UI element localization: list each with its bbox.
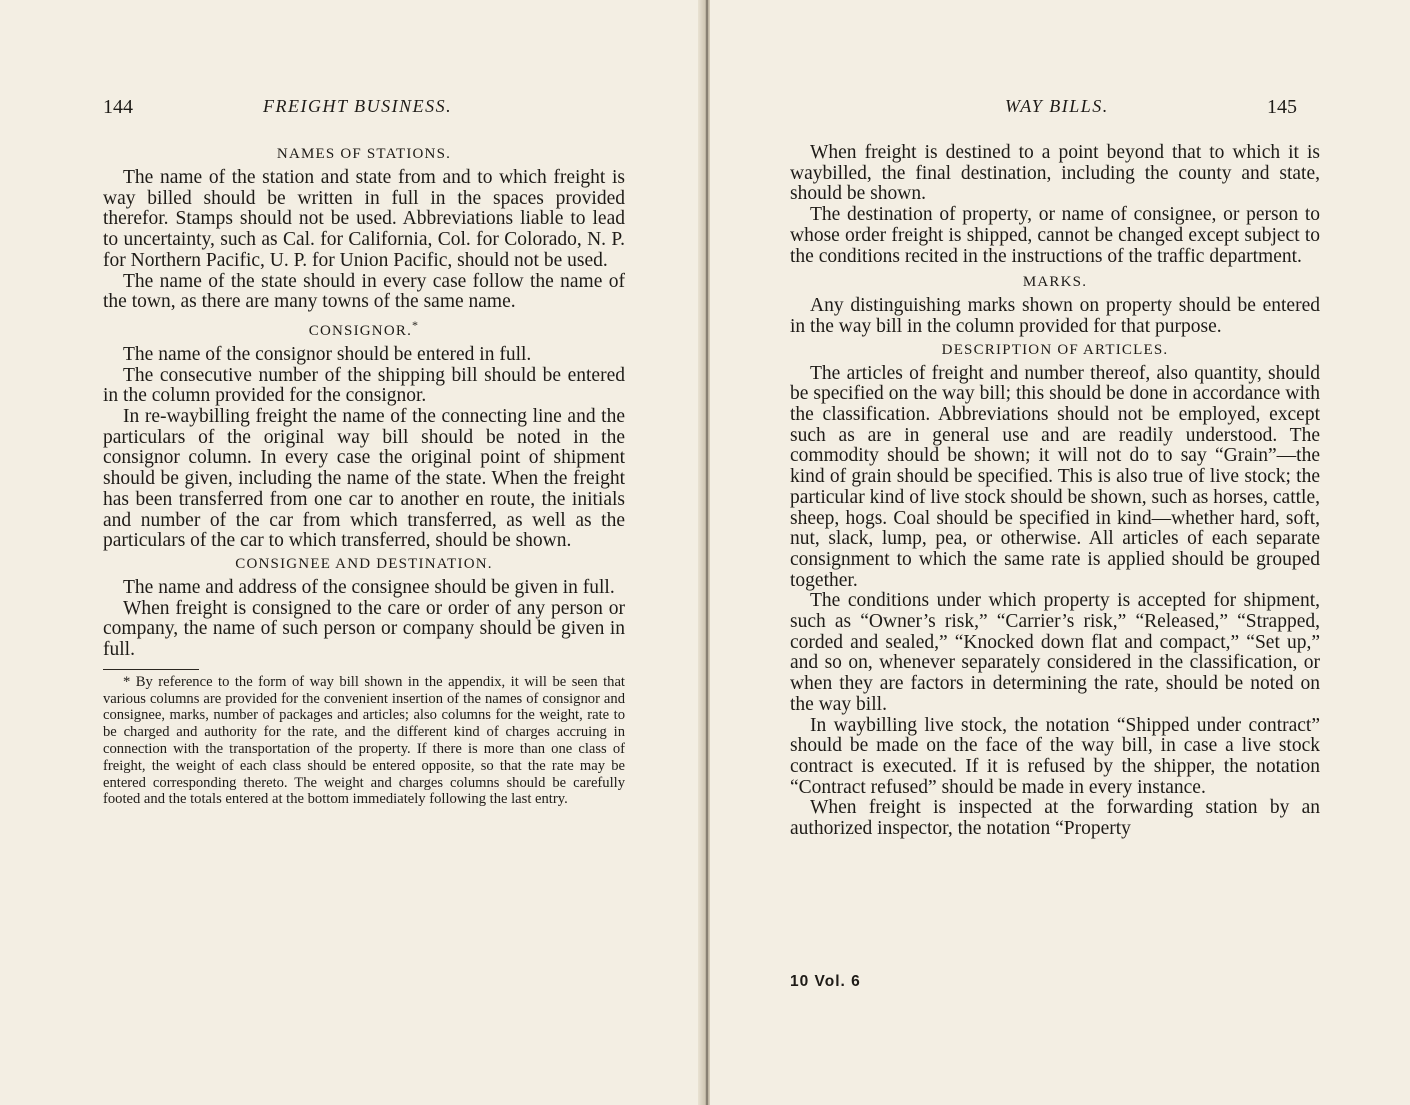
left-text-column	[103, 145, 625, 808]
right-page-header	[790, 96, 1297, 122]
paragraph: In re-waybilling freight the name of the connecting line and the particulars of the original way bill should be noted in the consignor column. In every case the original point of shipment should be given, including the name of the state. When the freight has been transferred from one car to another en route, the initials and number of the car from which transferred, as well as the particulars of the car to which transferred, should be shown.	[103, 406, 625, 552]
paragraph: The name of the state should in every case follow the name of the town, as there are many towns of the same name.	[103, 270, 625, 313]
paragraph: Any distinguishing marks shown on property should be entered in the way bill in the column provided for that purpose.	[790, 295, 1320, 337]
section-heading-marks: MARKS.	[1022, 274, 1088, 291]
paragraph: The destination of property, or name of consignee, or person to whose order freight is shipped, cannot be changed except subject to the conditions recited in the instructions of the traffic department.	[790, 204, 1320, 267]
paragraph: The name of the consignor should be entered in full.	[123, 343, 532, 365]
left-page-header	[103, 96, 625, 122]
paragraph: When freight is inspected at the forwarding station by an authorized inspector, the notation “Property	[790, 797, 1320, 840]
left-page	[0, 0, 704, 1105]
paragraph: The articles of freight and number thereof, also quantity, should be specified on the way bill; this should be done in accordance with the classification. Abbreviations should not be employed, except such as are in general use and are readily understood. The commodity should be shown; it will not do to say “Grain”—the kind of grain should be specified. This is also true of live stock; the particular kind of live stock should be shown, such as horses, cattle, sheep, hogs. Coal should be specified in kind—whether hard, soft, nut, slack, lump, pea, or otherwise. All articles of each separate consignment to which the same rate is applied should be grouped together.	[790, 362, 1320, 591]
paragraph: The consecutive number of the shipping bill should be entered in the column provided for the consignor.	[103, 364, 625, 407]
section-heading-description-of-articles: DESCRIPTION OF ARTICLES.	[941, 341, 1169, 358]
footnote-divider	[103, 669, 199, 670]
footnote: * By reference to the form of way bill shown in the appendix, it will be seen that various columns are provided for the convenient insertion of the names of consignor and consignee, marks, number of packages and articles; also columns for the weight, rate to be charged and authority for the rate, and the different kind of charges accruing in connection with the transportation of the property. If there is more than one class of freight, the weight of each class should be entered opposite, so that the rate may be entered corresponding thereto. The weight and charges columns should be carefully footed and the totals entered at the bottom immediately following the last entry.	[103, 673, 625, 808]
paragraph: When freight is consigned to the care or order of any person or company, the name of such person or company should be given in full.	[103, 597, 625, 661]
paragraph: When freight is destined to a point beyond that to which it is waybilled, the final destination, including the county and state, should be shown.	[790, 142, 1320, 205]
section-heading-consignor	[103, 316, 625, 341]
section-heading-consignee-and-destination: CONSIGNEE AND DESTINATION.	[235, 555, 493, 572]
paragraph: In waybilling live stock, the notation “Shipped under contract” should be made on the face of the way bill, in case a live stock contract is executed. If it is refused by the shipper, the notation “Contract refused” should be made in every instance.	[790, 714, 1320, 798]
right-page-number: 145	[1267, 96, 1297, 118]
footnote-marker: *	[412, 317, 420, 332]
signature-mark: 10 Vol. 6	[790, 973, 861, 990]
paragraph: The name and address of the consignee should be given in full.	[123, 576, 615, 598]
right-text-column	[790, 143, 1320, 840]
paragraph: The conditions under which property is accepted for shipment, such as “Owner’s risk,” “Carrier’s risk,” “Released,” “Strapped, corded and sealed,” “Knocked down flat and compact,” “Set up,” and so on, whenever separately considered in the classification, or when they are factors in determining the rate, should be noted on the way bill.	[790, 590, 1320, 715]
paragraph: The name of the station and state from and to which freight is way billed should be written in full in the spaces provided therefor. Stamps should not be used. Abbreviations liable to lead to uncertainty, such as Cal. for California, Col. for Colorado, N. P. for Northern Pacific, U. P. for Union Pacific, should not be used.	[103, 167, 625, 271]
left-page-number: 144	[103, 96, 133, 118]
left-running-title: FREIGHT BUSINESS.	[263, 96, 453, 116]
consignor-heading-text: CONSIGNOR.	[308, 322, 413, 339]
right-page	[710, 0, 1410, 1105]
right-running-title: WAY BILLS.	[1005, 96, 1109, 116]
section-heading-names-of-stations: NAMES OF STATIONS.	[276, 146, 452, 162]
